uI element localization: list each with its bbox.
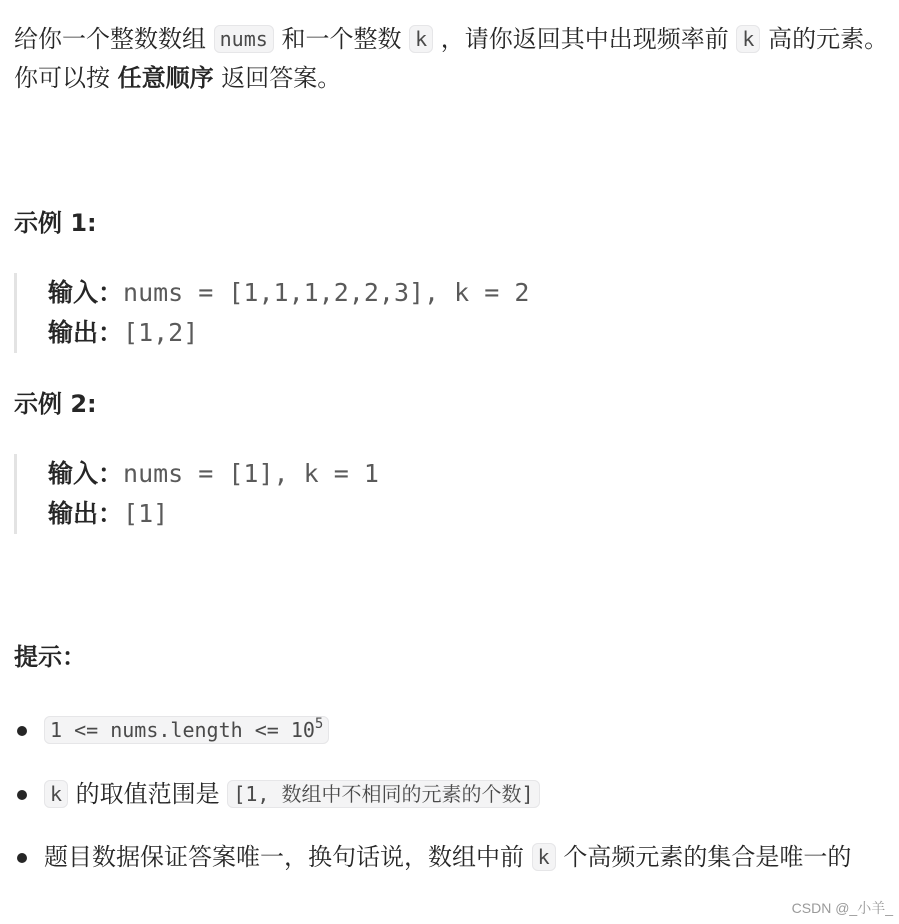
hint-1-text xyxy=(44,712,864,749)
example-2-output xyxy=(48,494,748,534)
problem-statement xyxy=(14,20,889,98)
bullet-icon xyxy=(17,726,27,736)
hint-3-part-1: 题目数据保证答案唯一，换句话说，数组中前 xyxy=(44,843,532,871)
output-label: 输出： xyxy=(48,499,124,528)
example-2-block xyxy=(14,454,748,534)
inline-code-nums: nums xyxy=(214,25,274,53)
example-1-input xyxy=(48,273,748,313)
intro-text-4: 高的元素。你可以按 xyxy=(14,25,889,92)
inline-code-k: k xyxy=(44,780,68,808)
inline-code-k: k xyxy=(409,25,433,53)
hint-2-label: 的取值范围是 xyxy=(68,780,228,808)
intro-text-5: 返回答案。 xyxy=(213,64,342,92)
constraint-exponent: 5 xyxy=(314,716,324,732)
emphasis-any-order: 任意顺序 xyxy=(117,64,214,92)
hint-3-part-2: 个高频元素的集合是唯一的 xyxy=(555,843,852,871)
bullet-icon xyxy=(17,790,27,800)
example-2-title: 示例 2: xyxy=(14,390,97,418)
inline-code-range: [1, 数组中不相同的元素的个数] xyxy=(227,780,539,808)
input-label: 输入： xyxy=(48,459,124,488)
bullet-icon xyxy=(17,853,27,863)
intro-text-3: ，请你返回其中出现频率前 xyxy=(433,25,737,53)
inline-code-constraint xyxy=(44,716,329,744)
example-1-output xyxy=(48,313,748,353)
input-value: nums = [1], k = 1 xyxy=(123,459,379,488)
hint-2-text xyxy=(44,776,864,813)
hints-title: 提示： xyxy=(14,643,86,671)
csdn-watermark: CSDN @_小羊_ xyxy=(791,900,893,916)
output-label: 输出： xyxy=(48,318,124,347)
input-value: nums = [1,1,1,2,2,3], k = 2 xyxy=(123,278,530,307)
hint-3-text xyxy=(44,839,854,876)
example-2-input xyxy=(48,454,748,494)
output-value: [1,2] xyxy=(123,318,199,347)
input-label: 输入： xyxy=(48,278,124,307)
inline-code-k: k xyxy=(532,843,556,871)
intro-text-2: 和一个整数 xyxy=(273,25,410,53)
example-1-block xyxy=(14,273,748,353)
intro-text-1: 给你一个整数数组 xyxy=(14,25,214,53)
inline-code-k: k xyxy=(736,25,760,53)
example-1-title: 示例 1: xyxy=(14,209,97,237)
constraint-text: 1 <= nums.length <= 10 xyxy=(50,718,315,742)
output-value: [1] xyxy=(123,499,169,528)
